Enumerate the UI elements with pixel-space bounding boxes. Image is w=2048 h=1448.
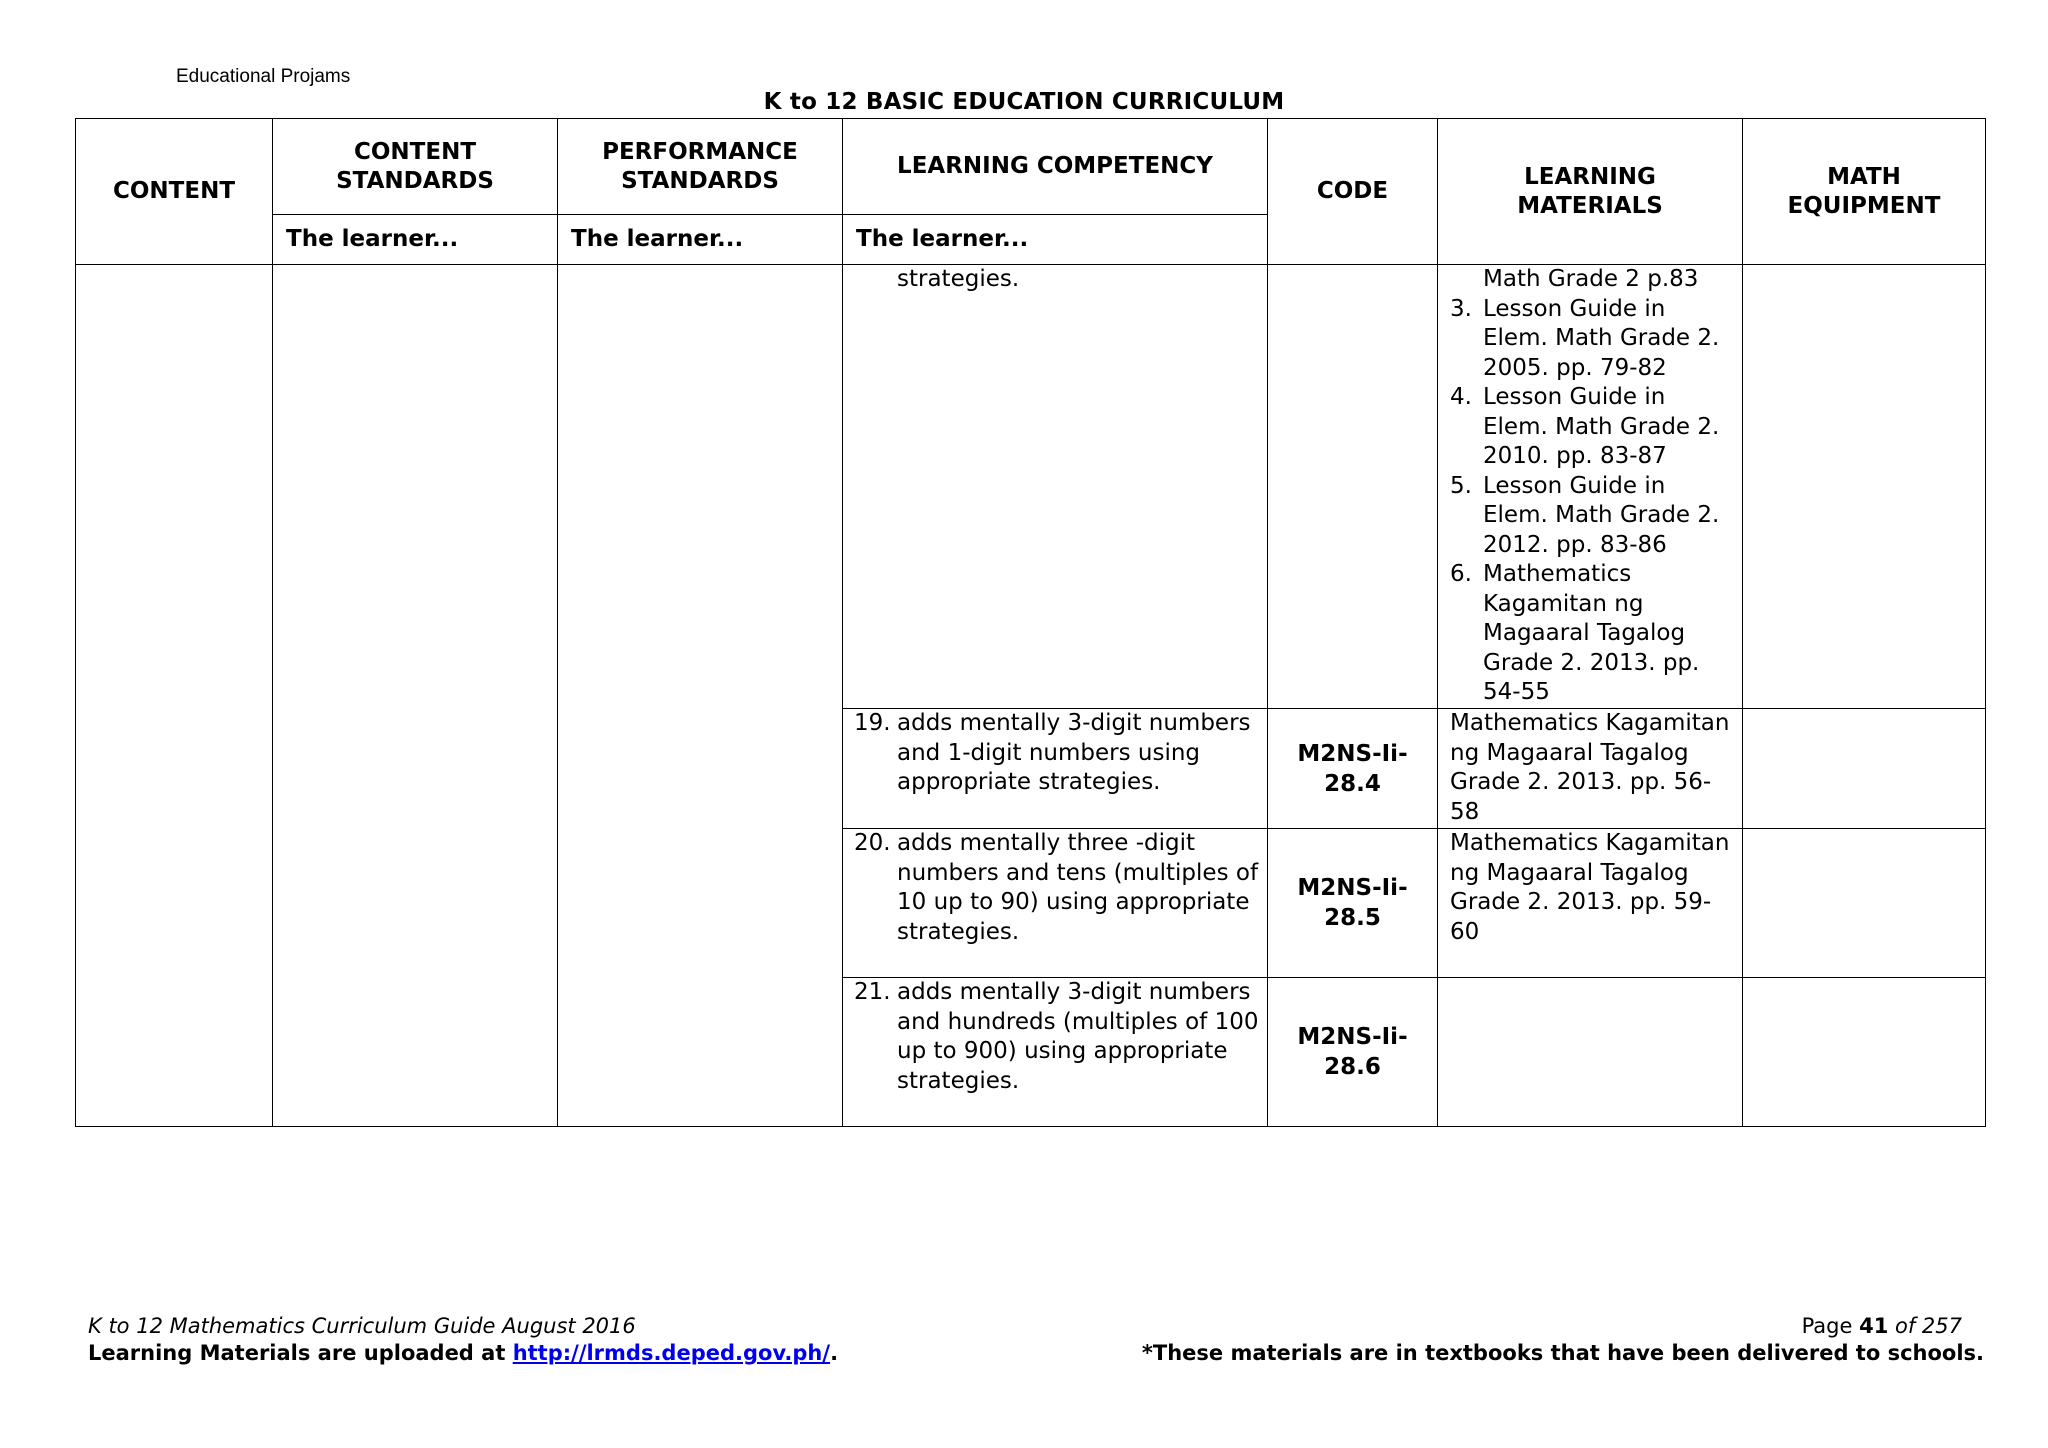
curriculum-table xyxy=(75,118,1986,1127)
list-item xyxy=(1450,472,1736,561)
table-row xyxy=(76,265,1986,709)
list-item-text: Lesson Guide in Elem. Math Grade 2. 2012. pp. 83-86 xyxy=(1483,472,1720,558)
content-cell xyxy=(76,265,273,1127)
header-learning-materials: LEARNING MATERIALS xyxy=(1438,119,1743,265)
subheader-learner-content-standards: The learner... xyxy=(273,215,558,265)
list-item-number: 6. xyxy=(1450,561,1472,587)
list-item-text: Mathematics Kagamitan ng Magaaral Tagalog Grade 2. 2013. pp. 54-55 xyxy=(1483,561,1700,705)
code-line-1: M2NS-Ii- xyxy=(1297,1024,1408,1050)
code-cell xyxy=(1268,978,1438,1127)
code-line-1: M2NS-Ii- xyxy=(1297,875,1408,901)
materials-cell: Mathematics Kagamitan ng Magaaral Tagalog Grade 2. 2013. pp. 56-58 xyxy=(1438,709,1743,829)
upload-suffix: . xyxy=(830,1341,839,1365)
header-performance-standards: PERFORMANCE STANDARDS xyxy=(558,119,843,215)
code-cell xyxy=(1268,829,1438,978)
list-item-text: Lesson Guide in Elem. Math Grade 2. 2005. pp. 79-82 xyxy=(1483,295,1720,381)
equipment-cell xyxy=(1743,978,1986,1127)
list-item-number: 4. xyxy=(1450,384,1472,410)
competency-text: adds mentally three -digit numbers and tens (multiples of 10 up to 90) using appropriate strategies. xyxy=(897,830,1259,945)
equipment-cell xyxy=(1743,829,1986,978)
page-number xyxy=(1142,1313,1984,1340)
list-item xyxy=(1450,560,1736,708)
footer-left xyxy=(88,1313,838,1367)
header-content-standards: CONTENT STANDARDS xyxy=(273,119,558,215)
header-content: CONTENT xyxy=(76,119,273,265)
competency-cell xyxy=(843,709,1268,829)
upload-prefix: Learning Materials are uploaded at xyxy=(88,1341,513,1365)
page-label: Page xyxy=(1801,1314,1860,1338)
materials-cell: Mathematics Kagamitan ng Magaaral Tagalog Grade 2. 2013. pp. 59-60 xyxy=(1438,829,1743,978)
list-item xyxy=(1450,295,1736,384)
code-cell xyxy=(1268,265,1438,709)
footer-right xyxy=(1142,1313,1984,1367)
list-item-number: 3. xyxy=(1450,295,1472,322)
document-title: K to 12 BASIC EDUCATION CURRICULUM xyxy=(763,89,1285,115)
code-line-2: 28.5 xyxy=(1324,905,1381,931)
watermark-text: Educational Projams xyxy=(176,66,351,87)
competency-cell xyxy=(843,978,1268,1127)
code-line-1: M2NS-Ii- xyxy=(1297,740,1408,767)
header-math-equipment: MATH EQUIPMENT xyxy=(1743,119,1986,265)
list-item-number: 5. xyxy=(1450,472,1472,499)
equipment-cell xyxy=(1743,265,1986,709)
competency-cell xyxy=(843,829,1268,978)
competency-cell xyxy=(843,265,1268,709)
competency-text: adds mentally 3-digit numbers and hundreds (multiples of 100 up to 900) using appropriate strategies. xyxy=(897,979,1259,1094)
header-code: CODE xyxy=(1268,119,1438,265)
list-item xyxy=(1450,383,1736,472)
lrmds-link[interactable]: http://lrmds.deped.gov.ph/ xyxy=(512,1341,831,1365)
code-cell xyxy=(1268,709,1438,829)
competency-text: adds mentally 3-digit numbers and 1-digit numbers using appropriate strategies. xyxy=(897,710,1251,795)
materials-cell xyxy=(1438,978,1743,1127)
competency-continuation: strategies. xyxy=(897,266,1020,292)
subheader-learner-performance-standards: The learner... xyxy=(558,215,843,265)
footer-textbook-note: *These materials are in textbooks that have been delivered to schools. xyxy=(1141,1341,1984,1365)
materials-continuation: Math Grade 2 p.83 xyxy=(1483,266,1699,292)
materials-cell xyxy=(1438,265,1743,709)
footer-guide-title: K to 12 Mathematics Curriculum Guide August 2016 xyxy=(88,1314,636,1338)
competency-number: 19. xyxy=(854,710,891,736)
footer-upload-note xyxy=(88,1340,838,1367)
list-item-text: Lesson Guide in Elem. Math Grade 2. 2010. pp. 83-87 xyxy=(1483,384,1720,469)
competency-number: 20. xyxy=(854,830,891,856)
page-current: 41 xyxy=(1859,1314,1889,1338)
equipment-cell xyxy=(1743,709,1986,829)
performance-standards-cell xyxy=(558,265,843,1127)
competency-number: 21. xyxy=(854,979,891,1005)
code-line-2: 28.4 xyxy=(1324,770,1381,797)
page-total: of 257 xyxy=(1888,1314,1962,1338)
subheader-learner-competency: The learner... xyxy=(843,215,1268,265)
code-line-2: 28.6 xyxy=(1324,1054,1381,1080)
content-standards-cell xyxy=(273,265,558,1127)
header-learning-competency: LEARNING COMPETENCY xyxy=(843,119,1268,215)
